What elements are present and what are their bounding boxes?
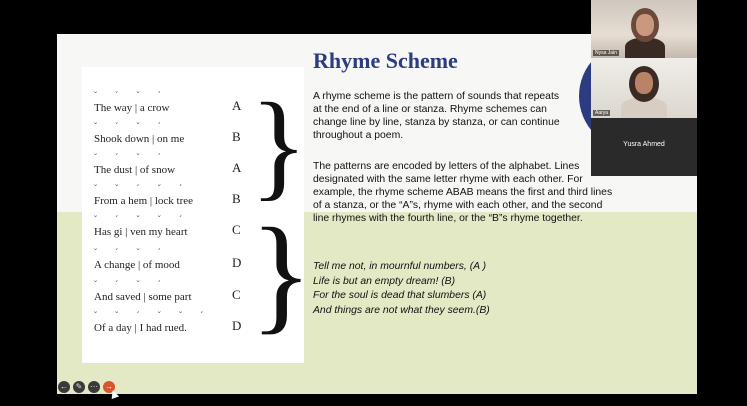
arrow-right-icon[interactable]: → — [105, 382, 113, 391]
rhyme-letter: A — [232, 98, 242, 113]
arrow-left-icon[interactable]: ← — [60, 382, 68, 391]
poem-line — [94, 279, 192, 303]
brace-stanza-1: } — [250, 78, 308, 211]
poem-panel — [82, 67, 313, 363]
poem-line-text: From a hem | lock tree — [94, 195, 194, 207]
participant-name-center: Yusra Ahmed — [623, 141, 665, 148]
poem-line — [94, 90, 170, 114]
poem-line-text: And saved | some part — [94, 291, 192, 303]
participant-name-label: Nysa Jain — [595, 50, 617, 56]
poem-line — [94, 183, 194, 207]
definition-paragraph: A rhyme scheme is the pattern of sounds that repeats at the end of a line or stanza. Rhyme schemes can change line by line, stanza by stanza, or can continue throughout a poem. — [313, 91, 560, 141]
rhyme-letter: B — [232, 191, 241, 206]
participant-face — [636, 14, 654, 36]
participant-face — [635, 72, 653, 94]
stress-marks: ˘ ˊ ˘ ˊ — [94, 279, 169, 289]
poem-line-text: Has gi | ven my heart — [94, 226, 188, 238]
stress-marks: ˘ ˊ ˘ ˊ — [94, 90, 169, 100]
participant-video-2[interactable] — [591, 58, 697, 118]
more-icon[interactable]: ⋯ — [90, 382, 98, 391]
example-line: Tell me not, in mournful numbers, (A ) — [313, 261, 487, 272]
poem-line-text: Of a day | I had rued. — [94, 322, 187, 334]
stress-marks: ˘ ˊ ˘ ˘ ˊ — [94, 214, 190, 224]
poem-line-text: The way | a crow — [94, 102, 170, 114]
rhyme-letter: D — [232, 255, 242, 270]
slide-title: Rhyme Scheme — [313, 48, 458, 73]
stress-marks: ˘ ˊ ˘ ˊ — [94, 121, 169, 131]
example-line: For the soul is dead that slumbers (A) — [313, 290, 487, 301]
participant-video-3[interactable] — [591, 118, 697, 176]
stress-marks: ˘ ˊ ˘ ˊ — [94, 152, 169, 162]
brace-stanza-2: } — [250, 202, 313, 346]
poem-line-text: The dust | of snow — [94, 164, 176, 176]
poem-line — [94, 247, 180, 271]
poem-line — [94, 310, 212, 334]
stress-marks: ˘ ˘ ˊ ˘ ˘ ˊ — [94, 310, 212, 320]
rhyme-letter: C — [232, 287, 241, 302]
rhyme-letter: D — [232, 318, 242, 333]
example-line: Life is but an empty dream! (B) — [313, 275, 456, 287]
pattern-paragraph: The patterns are encoded by letters of the alphabet. Lines designated with the same letter rhyme with each other. For example, the rhyme scheme ABAB means the first and third lines of a stanza, or the “A”s, rhyme with each other, and the second line rhymes with the fourth line, or the “B”s rhyme together. — [313, 161, 613, 224]
participant-video-1[interactable] — [591, 0, 697, 58]
poem-line — [94, 152, 176, 176]
stress-marks: ˘ ˘ ˊ ˘ ˊ — [94, 183, 190, 193]
poem-line — [94, 121, 185, 145]
rhyme-letter: B — [232, 129, 241, 144]
stress-marks: ˘ ˊ ˘ ˊ — [94, 247, 169, 257]
rhyme-letter: C — [232, 222, 241, 237]
poem-line — [94, 214, 190, 238]
example-line: And things are not what they seem.(B) — [313, 304, 490, 316]
poem-line-text: A change | of mood — [94, 259, 180, 271]
example-stanza — [313, 260, 490, 318]
poem-line-text: Shook down | on me — [94, 133, 185, 145]
slide-toolbar — [58, 380, 115, 394]
pen-icon[interactable]: ✎ — [73, 381, 85, 393]
participant-name-label: Aarya — [595, 110, 609, 116]
rhyme-letter: A — [232, 160, 242, 175]
